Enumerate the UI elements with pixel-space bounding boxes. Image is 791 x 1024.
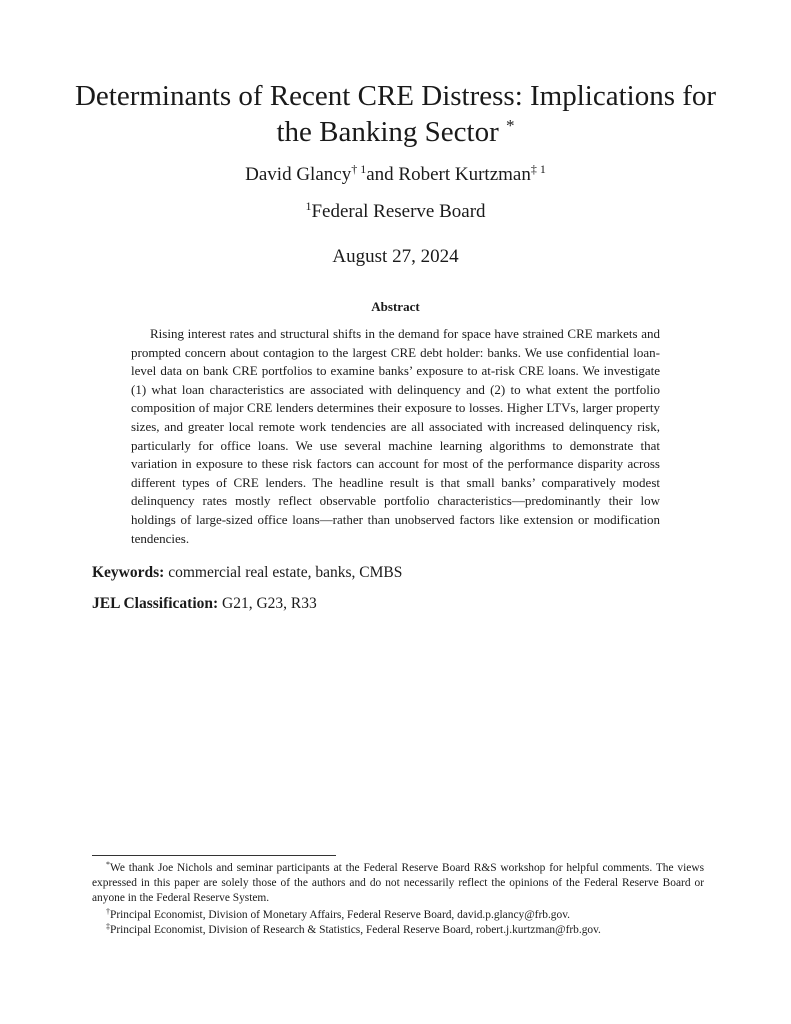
abstract-text: Rising interest rates and structural shifts in the demand for space have strained CRE markets and prompted concern about contagion to the largest CRE debt holder: banks. We use confidential loan-level data on bank CRE portfolios to examine banks’ exposure to at-risk CRE loans. We investigate (1) what loan characteristics are associated with delinquency and (2) to what extent the portfolio composition of major CRE lenders determines their exposure to losses. Higher LTVs, larger property sizes, and greater local remote work tendencies are all associated with increased delinquency risk, particularly for office loans. We use several machine learning algorithms to demonstrate that variation in exposure to these risk factors can account for most of the performance disparity across different types of CRE lenders. The headline result is that small banks’ comparatively modest delinquency rates mostly reflect observable portfolio characteristics—predominantly their low holdings of large-sized office loans—rather than unobserved factors like extension or modification tendencies. (131, 326, 660, 546)
author-kurtzman: Robert Kurtzman (398, 164, 531, 185)
author-glancy-marks: † 1 (351, 162, 367, 176)
footnote-text: Principal Economist, Division of Research & Statistics, Federal Reserve Board, robert.j.kurtzman@frb.gov. (110, 924, 601, 936)
abstract-heading: Abstract (371, 299, 420, 314)
paper-title (60, 78, 731, 150)
jel-value: G21, G23, R33 (222, 595, 317, 612)
keywords (92, 563, 712, 583)
author-kurtzman-marks: ‡ 1 (530, 162, 546, 176)
footnote-kurtzman (92, 923, 704, 938)
author-glancy: David Glancy (245, 164, 352, 185)
footnote-mark: † (106, 907, 110, 916)
keywords-label: Keywords: (92, 564, 165, 581)
affiliation-name: Federal Reserve Board (311, 201, 486, 222)
jel-classification (92, 594, 712, 614)
keywords-value: commercial real estate, banks, CMBS (168, 564, 403, 581)
footnote-acknowledgements (92, 861, 704, 906)
footnote-text: We thank Joe Nichols and seminar participants at the Federal Reserve Board R&S workshop for helpful comments. The views expressed in this paper are solely those of the authors and do not necessarily reflect the opinions of the Federal Reserve Board or anyone in the Federal Reserve System. (92, 862, 704, 904)
title-line-1: Determinants of Recent CRE Distress: Implications for (74, 80, 717, 112)
footnote-mark: * (106, 860, 110, 869)
footnote-glancy (92, 908, 704, 923)
footnote-mark: ‡ (106, 922, 110, 931)
title-footnote-mark: * (506, 116, 515, 135)
footnote-text: Principal Economist, Division of Monetary Affairs, Federal Reserve Board, david.p.glancy@frb.gov. (110, 909, 571, 921)
paper-date: August 27, 2024 (332, 246, 459, 267)
title-line-2: the Banking Sector (276, 116, 499, 148)
affiliation-mark: 1 (305, 199, 312, 213)
affiliation (0, 200, 791, 224)
author-list (0, 163, 791, 187)
footnote-divider (92, 855, 336, 856)
jel-label: JEL Classification: (92, 595, 219, 612)
author-connector: and (366, 164, 394, 185)
